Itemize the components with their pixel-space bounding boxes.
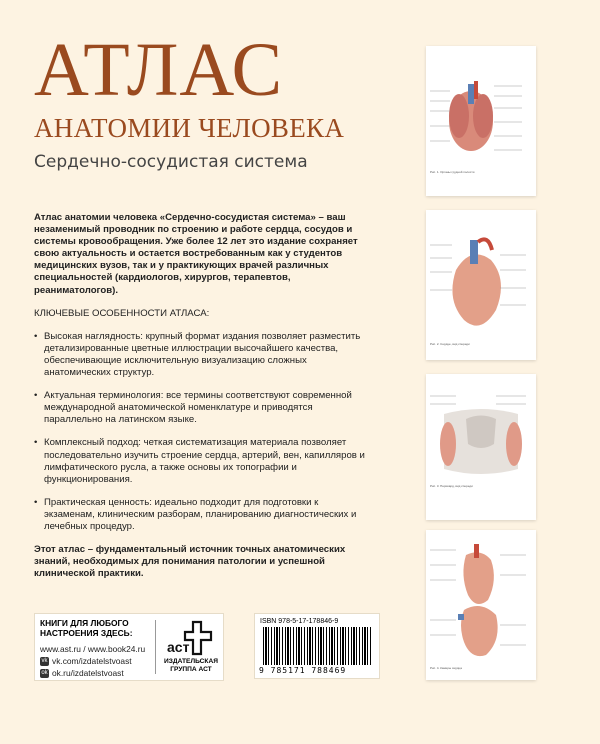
barcode xyxy=(263,627,373,665)
feature-item: • Практическая ценность: идеально подходит для подготовки к экзаменам, клиническим разборам, планированию диагностических и лечебных процедур. xyxy=(34,496,357,532)
book-title: АТЛАС xyxy=(34,28,284,112)
page-preview-3 xyxy=(426,374,536,520)
book-title-line2: АНАТОМИИ ЧЕЛОВЕКА xyxy=(34,113,345,143)
conclusion-paragraph: Этот атлас – фундаментальный источник точных анатомических знаний, необходимых для понимания патологии и успешной клинической практики. xyxy=(34,544,346,580)
description xyxy=(34,212,370,591)
intro-paragraph: Атлас анатомии человека «Сердечно-сосудистая система» – ваш незаменимый проводник по строению и работе сердца, сосудов и системы кровообращения. Уже более 12 лет это издание сохраняет свою актуальность и остается востребованным как у студентов медицинских вузов, так и у практикующих врачей различных специальностей (кардиологов, хирургов, терапевтов, реаниматологов). xyxy=(34,212,358,296)
figure-caption: Рис. 1. Органы грудной полости xyxy=(430,170,475,174)
web-link[interactable]: www.ast.ru / www.book24.ru xyxy=(40,644,146,654)
figure-caption: Рис. 2. Сердце, вид спереди xyxy=(430,342,470,346)
feature-item: • Комплексный подход: четкая систематизация материала позволяет последовательно изучить строение сердца, артерий, вен, капилляров и лимфатического русла, а также основы их топографии и функционирования. xyxy=(34,437,365,485)
bullet-icon: • xyxy=(34,437,38,449)
feature-item: • Актуальная терминология: все термины соответствуют современной международной анатомической номенклатуре и приводятся параллельно на латинском языке. xyxy=(34,390,352,426)
bullet-icon: • xyxy=(34,390,38,402)
page-preview-2 xyxy=(426,210,536,360)
ok-icon: ok xyxy=(41,670,48,677)
books-heading: КНИГИ ДЛЯ ЛЮБОГО НАСТРОЕНИЯ ЗДЕСЬ: xyxy=(40,618,133,638)
page-preview-4 xyxy=(426,530,536,680)
figure-caption: Рис. 3. Перикард, вид спереди xyxy=(430,484,473,488)
promo-box xyxy=(34,613,224,681)
bullet-icon: • xyxy=(34,496,38,508)
book-series: Сердечно-сосудистая система xyxy=(34,152,308,172)
publisher-name: ИЗДАТЕЛЬСКАЯ ГРУППА АСТ xyxy=(164,658,218,673)
isbn-box xyxy=(254,613,380,679)
publisher-logo-text: аст xyxy=(167,639,190,655)
feature-item: • Высокая наглядность: крупный формат издания позволяет разместить детализированные цветные иллюстрации высочайшего качества, обеспечивающие исключительную визуализацию сложных анатомических структур. xyxy=(34,330,361,379)
ok-link[interactable]: ok ok.ru/izdatelstvoast xyxy=(41,668,124,678)
bullet-icon: • xyxy=(34,330,38,342)
barcode-number: 9 785171 788469 xyxy=(259,666,347,675)
page-preview-1 xyxy=(426,46,536,196)
figure-caption: Рис. 4. Камеры сердца xyxy=(430,666,462,670)
features-heading: КЛЮЧЕВЫЕ ОСОБЕННОСТИ АТЛАСА: xyxy=(34,307,210,319)
isbn: ISBN 978-5-17-178846-9 xyxy=(260,618,339,625)
vk-icon: vk xyxy=(41,658,48,665)
publisher-logo-icon xyxy=(163,618,219,658)
vk-link[interactable]: vk vk.com/izdatelstvoast xyxy=(41,656,132,666)
divider xyxy=(155,620,156,674)
